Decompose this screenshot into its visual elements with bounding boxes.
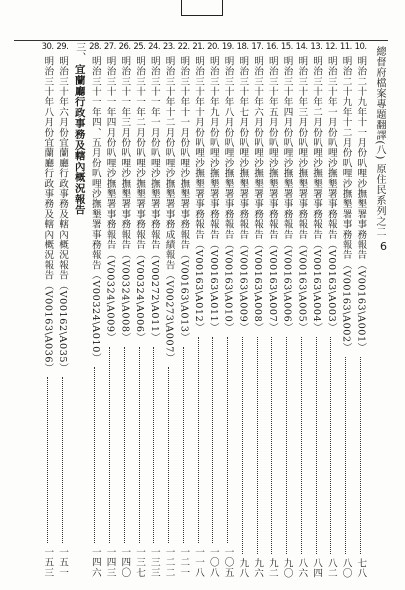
entry-title: 明治二十九年十一月份叭哩沙撫墾署事務報告（V00163\A001） — [355, 56, 367, 353]
entry-page: 一三七 — [134, 547, 145, 578]
entry-page: 一五一 — [57, 547, 68, 578]
entry-page: 七八 — [355, 557, 367, 578]
toc-entry — [176, 42, 191, 578]
entry-page: 九八 — [237, 557, 249, 578]
entry-number: 20. — [207, 42, 220, 52]
entry-title: 明治三十年一月份叭哩沙撫墾署事務報告（V00163\A003） — [325, 56, 337, 333]
dotted-leader — [153, 347, 154, 543]
toc-entry — [250, 42, 265, 578]
entry-page: 一〇八 — [207, 547, 219, 578]
entry-title: 明治三十一年一月份叭哩沙撫墾署事務報告（V00272\A011） — [148, 56, 160, 343]
entry-title: 明治三十年八月份叭哩沙撫墾署事務報告（V00163\A010） — [222, 56, 234, 333]
entry-number: 27. — [103, 42, 116, 52]
dotted-leader — [316, 337, 317, 554]
toc-entry — [162, 42, 177, 578]
entry-title: 明治三十年十月份叭哩沙撫墾署事務報告（V00163\A012） — [193, 56, 204, 333]
entry-number: 21. — [192, 42, 205, 52]
entry-title: 明治三十一年四、五月份叭哩沙撫墾署事務報告（V00324\A010） — [89, 56, 101, 364]
entry-title: 明治三十年二月份叭哩沙撫墾署事務報告（V00163\A004） — [311, 56, 322, 333]
toc-entry — [265, 42, 280, 578]
toc-entry — [324, 42, 339, 578]
dotted-leader — [62, 377, 63, 543]
entry-number: 30. — [41, 42, 54, 52]
dotted-leader — [301, 337, 302, 554]
entry-page: 一四〇 — [119, 547, 131, 578]
entry-title: 明治二十九年十二月份叭哩沙撫墾署事務報告（V00163\A002） — [340, 56, 352, 353]
toc-entry — [55, 42, 70, 578]
dotted-leader — [330, 337, 331, 554]
entry-page: 八〇 — [340, 557, 352, 578]
toc-entry — [147, 42, 162, 578]
dotted-leader — [198, 337, 199, 543]
toc-entry — [88, 42, 103, 578]
section-numeral: 三、 — [73, 42, 85, 62]
entry-number: 25. — [133, 42, 146, 52]
toc-entry — [117, 42, 132, 578]
dotted-leader — [242, 337, 243, 554]
entry-page: 一五三 — [42, 547, 54, 578]
entry-number: 13. — [310, 42, 323, 52]
entry-page: 九〇 — [281, 557, 293, 578]
toc-entry — [132, 42, 147, 578]
dotted-leader — [139, 347, 140, 543]
section-title: 宜蘭廳行政事務及轄內概況報告 — [72, 64, 85, 216]
entry-number: 17. — [251, 42, 264, 52]
dotted-leader — [47, 377, 48, 543]
entry-title: 明治三十年五月份叭哩沙撫墾署事務報告（V00163\A007） — [266, 56, 278, 333]
entry-page: 八六 — [296, 557, 308, 578]
entry-number: 26. — [118, 42, 131, 52]
entry-number: 29. — [56, 42, 69, 52]
dotted-leader — [109, 347, 110, 543]
entry-number: 16. — [266, 42, 279, 52]
entry-number: 28. — [89, 42, 102, 52]
entry-number: 14. — [295, 42, 308, 52]
entry-number: 23. — [162, 42, 175, 52]
entry-page: 一四三 — [104, 547, 116, 578]
entry-title: 明治三十年六月份宜蘭廳行政事務及轄內概況報告（V00162\A035） — [57, 56, 68, 374]
toc-entry — [191, 42, 206, 578]
entry-number: 11. — [339, 42, 352, 52]
header-box — [181, 0, 223, 16]
running-head: 總督府檔案專題翻譯(八) 原住民系列之二 — [374, 46, 385, 237]
header-rule — [14, 40, 388, 41]
dotted-leader — [360, 357, 361, 554]
entry-number: 24. — [148, 42, 161, 52]
dotted-leader — [183, 347, 184, 543]
toc-entry — [206, 42, 221, 578]
toc-entries — [14, 42, 368, 578]
entry-title: 明治三十年三月份叭哩沙撫墾署事務報告（V00163\A005） — [296, 56, 308, 333]
toc-entry — [103, 42, 118, 578]
dotted-leader — [257, 337, 258, 554]
dotted-leader — [212, 337, 213, 543]
dotted-leader — [168, 367, 169, 543]
entry-title: 明治三十年十一月份叭哩沙撫墾署事務報告（V00163\A013） — [178, 56, 190, 343]
toc-entry — [339, 42, 354, 578]
dotted-leader — [271, 337, 272, 554]
entry-page: 八二 — [325, 557, 337, 578]
dotted-leader — [94, 367, 95, 543]
entry-page: 九六 — [252, 557, 263, 578]
entry-title: 明治三十年十二月份叭哩沙撫墾署事務成績報告（V00273\A007） — [163, 56, 175, 364]
entry-number: 12. — [325, 42, 338, 52]
toc-entry — [309, 42, 324, 578]
toc-entry — [235, 42, 250, 578]
entry-page: 九二 — [266, 557, 278, 578]
entry-page: 一二二 — [163, 547, 175, 578]
dotted-leader — [286, 337, 287, 554]
entry-number: 15. — [280, 42, 293, 52]
toc-entry — [40, 42, 55, 578]
entry-title: 明治三十年七月份叭哩沙撫墾署事務報告（V00163\A009） — [237, 56, 249, 333]
entry-page: 一二一 — [178, 547, 190, 578]
entry-title: 明治三十年九月份叭哩沙撫墾署事務報告（V00163\A011） — [207, 56, 219, 333]
entry-page: 八四 — [311, 557, 322, 578]
dotted-leader — [345, 357, 346, 554]
entry-number: 18. — [236, 42, 249, 52]
toc-entry — [221, 42, 236, 578]
dotted-leader — [227, 337, 228, 543]
entry-number: 22. — [177, 42, 190, 52]
entry-title: 明治三十一年四月份叭哩沙撫墾署事務報告（V00324\A009） — [104, 56, 116, 343]
entry-title: 明治三十年四月份叭哩沙撫墾署事務報告（V00163\A006） — [281, 56, 293, 333]
entry-title: 明治三十年八月份宜蘭廳行政事務及轄內概況報告（V00163\A036） — [42, 56, 54, 374]
entry-page: 一三三 — [148, 547, 160, 578]
toc-entry — [353, 42, 368, 578]
page-number: 6 — [380, 240, 387, 253]
toc-entry — [280, 42, 295, 578]
toc-entry — [294, 42, 309, 578]
dotted-leader — [124, 347, 125, 543]
section-heading — [70, 42, 88, 578]
entry-title: 明治三十一年二月份叭哩沙撫墾署事務報告（V00324\A006） — [134, 56, 145, 343]
entry-page: 一一八 — [193, 547, 204, 578]
entry-title: 明治三十一年三月份叭哩沙撫墾署事務報告（V00324\A008） — [119, 56, 131, 343]
entry-number: 10. — [354, 42, 367, 52]
entry-number: 19. — [221, 42, 234, 52]
entry-title: 明治三十年六月份叭哩沙撫墾署事務報告（V00163\A008） — [252, 56, 263, 333]
entry-page: 一〇五 — [222, 547, 234, 578]
entry-page: 一四六 — [89, 547, 101, 578]
